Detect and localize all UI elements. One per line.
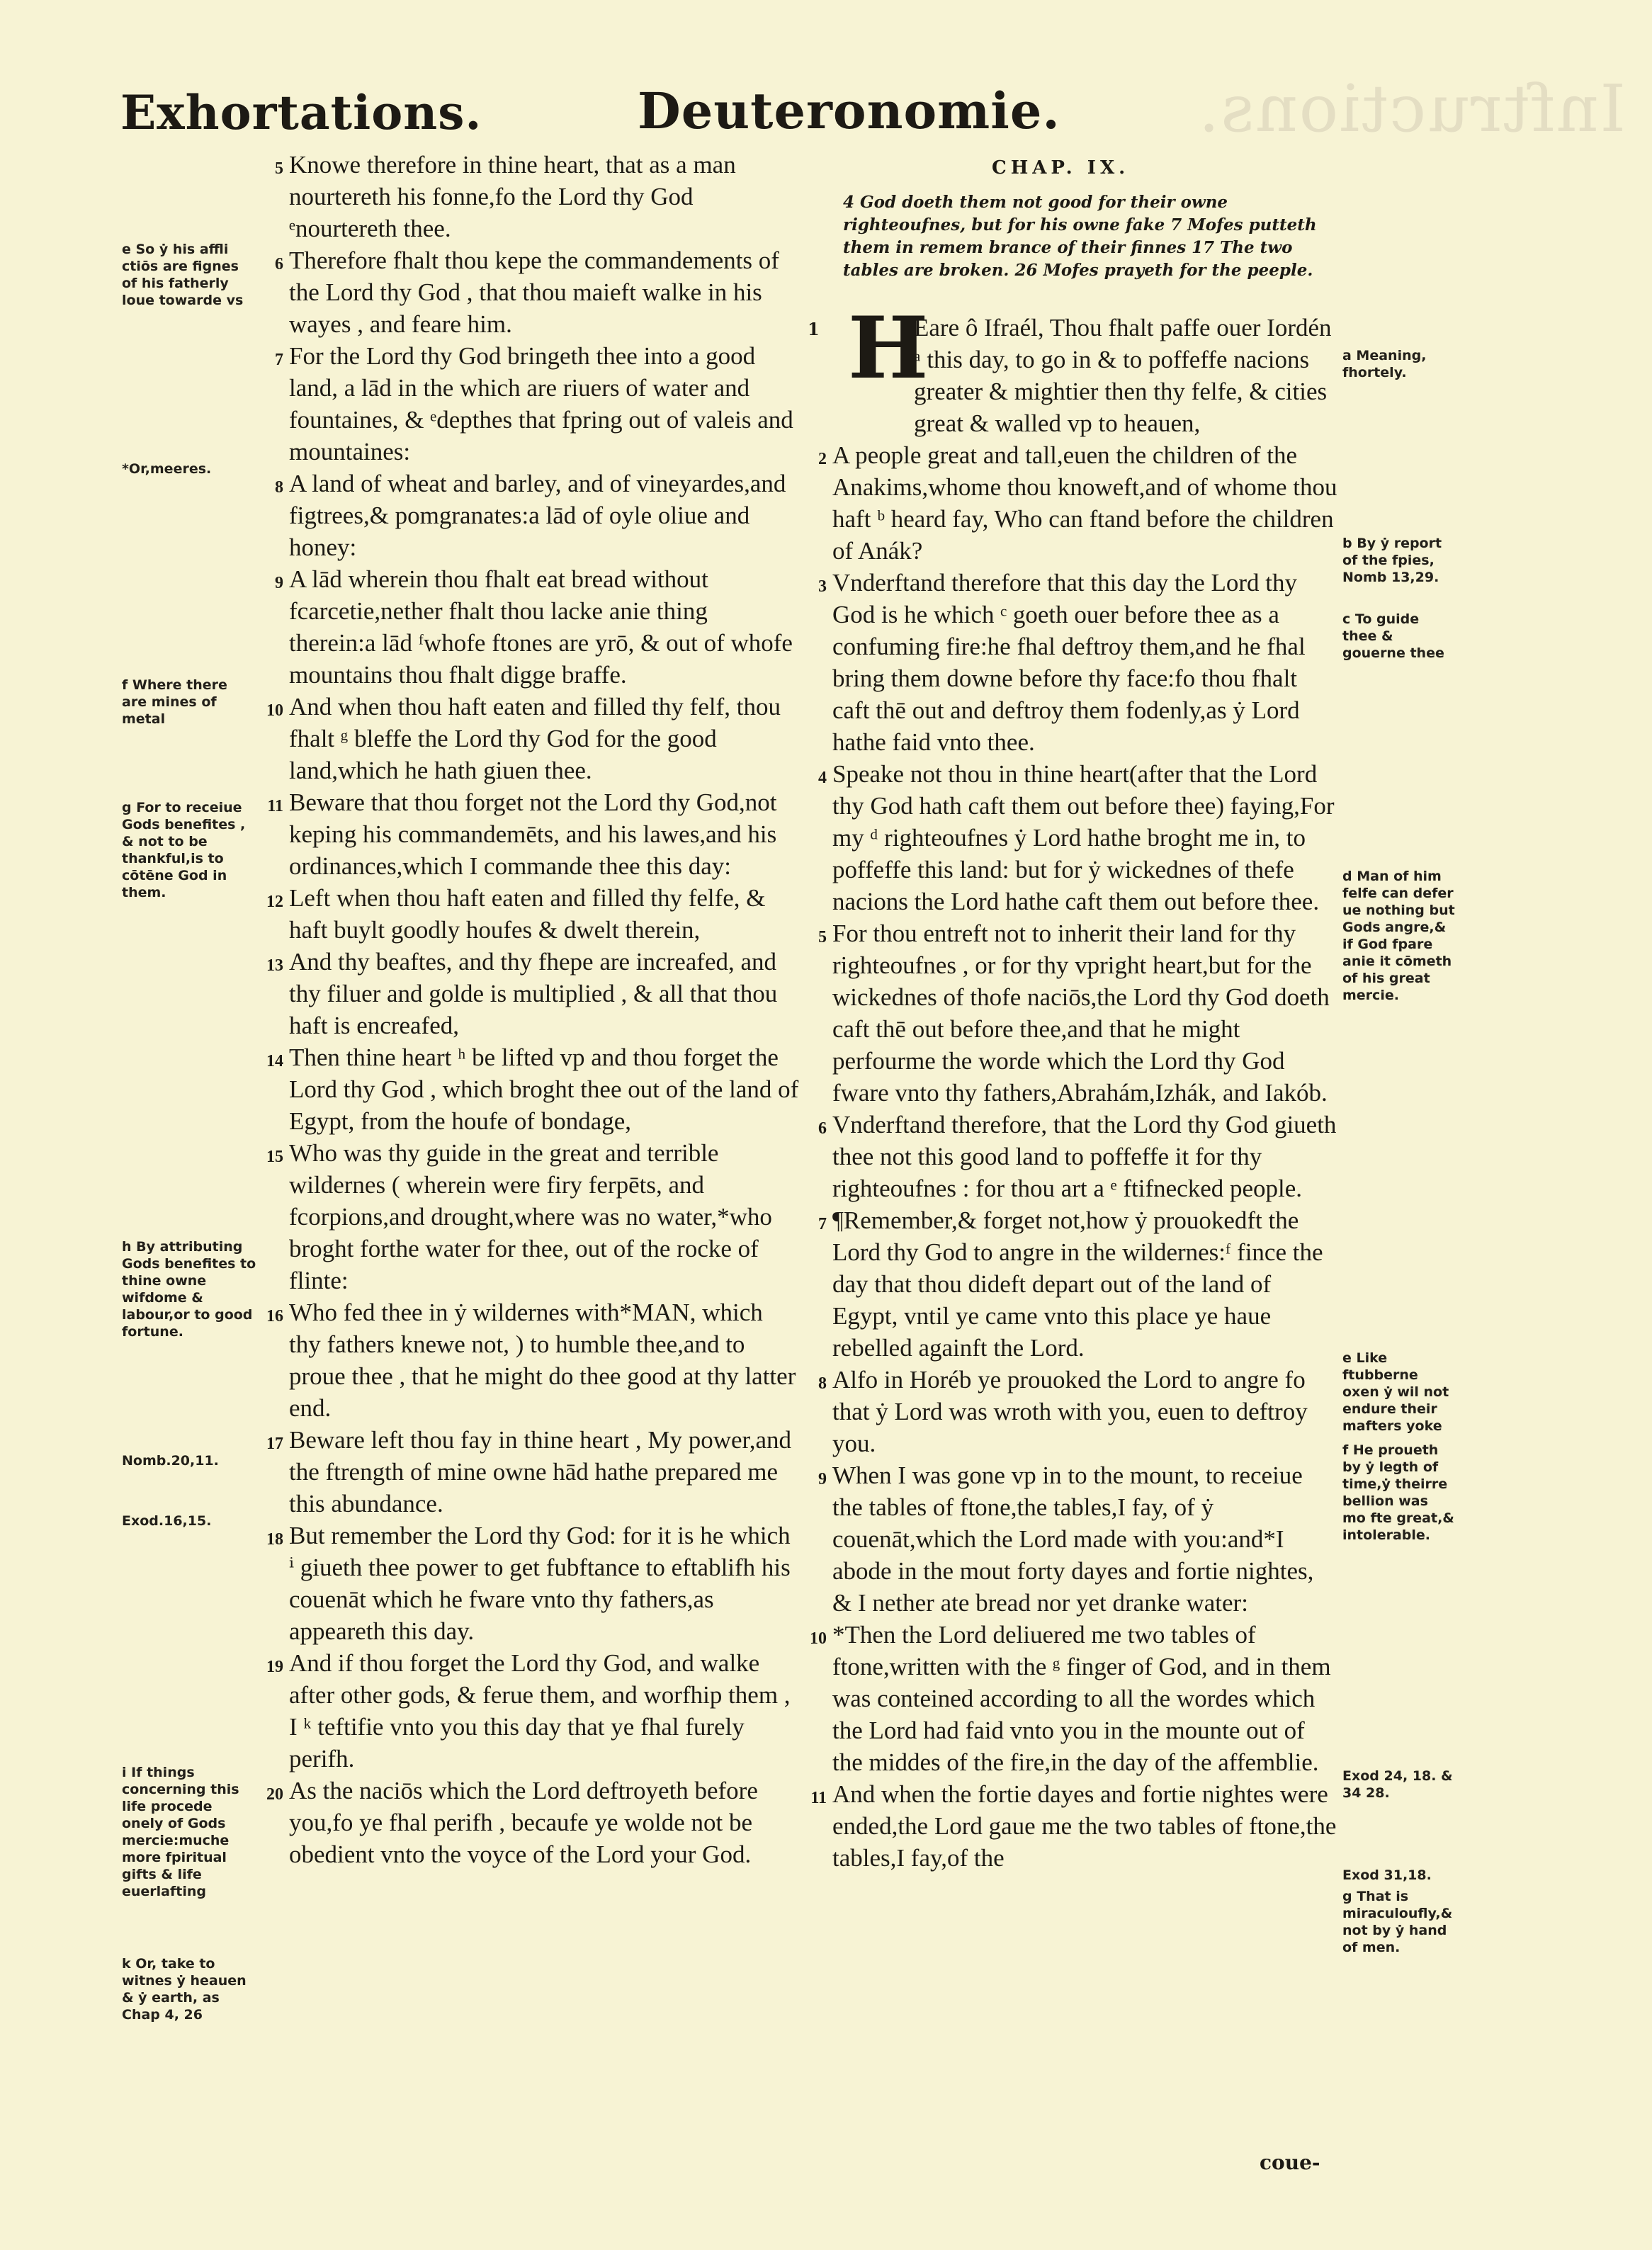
verse bbox=[810, 1778, 1339, 1874]
margin-note: e Like ftubberne oxen ẏ wil not endure their mafters yoke bbox=[1342, 1350, 1449, 1434]
verse-text: Who was thy guide in the great and terrible wildernes ( wherein were firy ferpēts, and fcorpions,and drought,where was no water,*who broght forthe water for thee, out of the rocke of flinte: bbox=[289, 1139, 772, 1294]
verse bbox=[275, 340, 799, 468]
verse-number: 2 bbox=[818, 450, 827, 468]
verse bbox=[818, 917, 1339, 1109]
verse-text: But remember the Lord thy God: for it is he which ⁱ giueth thee power to get fubftance to eftablifh his couenāt which he fware vnto thy fathers,as appeareth this day. bbox=[289, 1522, 791, 1645]
margin-note: h By attributing Gods benefites to thine owne wifdome & labour,or to good fortune. bbox=[122, 1239, 256, 1340]
verse-number: 4 bbox=[818, 769, 827, 787]
verse bbox=[275, 244, 799, 340]
verse bbox=[266, 946, 799, 1041]
verse-text: And when the fortie dayes and fortie nightes were ended,the Lord gaue me the two tables of ftone,the tables,I fay,of the bbox=[832, 1780, 1337, 1872]
verse-text: Vnderftand therefore that this day the Lord thy God is he which ᶜ goeth ouer before thee as a confuming fire:he fhal deftroy them,and he fhal bring them downe before thy face:fo thou fhalt caft thē out and deftroy them fodenly,as ẏ Lord hathe faid vnto thee. bbox=[832, 569, 1306, 756]
verse-text-body: Eare ô Ifraél, Thou fhalt paffe ouer Iordén ᵃ this day, to go in & to poffeffe nacions greater & mightier then thy felfe, & cities great & walled vp to heauen, bbox=[914, 314, 1332, 437]
verse-text: A land of wheat and barley, and of vineyardes,and figtrees,& pomgranates:a lād of oyle oliue and honey: bbox=[289, 470, 786, 561]
verse-number: 6 bbox=[818, 1119, 827, 1138]
verse bbox=[818, 1459, 1339, 1619]
margin-note: c To guide thee & gouerne thee bbox=[1342, 611, 1444, 661]
chapter-argument: 4 God doeth them not good for their owne righteoufnes, but for his owne fake 7 Mofes putteth them in remem brance of their finnes 17 The two tables are broken. 26 Mofes prayeth for the peeple. bbox=[843, 193, 1317, 280]
verse bbox=[275, 563, 799, 691]
margin-note: d Man of him felfe can defer ue nothing but Gods angre,& if God fpare anie it cōmeth of his great mercie. bbox=[1342, 869, 1455, 1003]
verse bbox=[266, 1424, 799, 1520]
catchword: coue- bbox=[1260, 2151, 1320, 2174]
verse-number: 5 bbox=[818, 928, 827, 946]
margin-note: *Or,meeres. bbox=[122, 461, 212, 477]
running-head-left: Exhortations. bbox=[120, 85, 482, 140]
verse-text: Alfo in Horéb ye prouoked the Lord to angre fo that ẏ Lord was wroth with you, euen to deftroy you. bbox=[832, 1366, 1308, 1457]
verse-number: 11 bbox=[810, 1789, 827, 1807]
verse bbox=[818, 1109, 1339, 1204]
chapter-heading: CHAP. IX. bbox=[992, 157, 1130, 179]
verse-number: 18 bbox=[266, 1530, 283, 1549]
verse bbox=[266, 1520, 799, 1647]
verse-number: 8 bbox=[275, 478, 283, 497]
verse-text: Beware that thou forget not the Lord thy God,not keping his commandemēts, and his lawes,and his ordinances,which I commande thee this day: bbox=[289, 788, 777, 880]
verse-text: When I was gone vp in to the mount, to receiue the tables of ftone,the tables,I fay, of ẏ couenāt,which the Lord made with you:and*I abode in the mout forty dayes and fortie nightes, & I nether ate bread nor yet dranke water: bbox=[832, 1462, 1314, 1617]
verse-number: 17 bbox=[266, 1435, 283, 1453]
verse-number: 20 bbox=[266, 1785, 283, 1804]
verse-number: 11 bbox=[267, 797, 283, 815]
drop-cap: H bbox=[848, 298, 929, 398]
verse-text: And when thou haft eaten and filled thy felf, thou fhalt ᵍ bleffe the Lord thy God for the good land,which he hath giuen thee. bbox=[289, 693, 781, 784]
margin-note: f He proueth by ẏ legth of time,ẏ theirre bellion was mo fte great,& intolerable. bbox=[1342, 1442, 1454, 1543]
verse bbox=[818, 1364, 1339, 1459]
verse-text: Who fed thee in ẏ wildernes with*MAN, which thy fathers knewe not, ) to humble thee,and to proue thee , that he might do thee good at thy latter end. bbox=[289, 1299, 796, 1422]
right-text-column bbox=[810, 439, 1339, 1874]
verse-number: 12 bbox=[266, 893, 283, 911]
left-text-column bbox=[266, 149, 799, 1870]
verse-number: 16 bbox=[266, 1307, 283, 1325]
verse bbox=[275, 468, 799, 563]
verse-text: ¶Remember,& forget not,how ẏ prouokedft the Lord thy God to angre in the wildernes:ᶠ fince the day that thou dideft depart out of the land of Egypt, vntil ye came vnto this place ye haue rebelled againft the Lord. bbox=[832, 1206, 1323, 1362]
verse-text: For the Lord thy God bringeth thee into a good land, a lād in the which are riuers of water and fountaines, & ᵉdepthes that fpring out of valeis and mountaines: bbox=[289, 342, 793, 465]
verse-text: Knowe therefore in thine heart, that as a man nourtereth his fonne,fo the Lord thy God ᵉnourtereth thee. bbox=[289, 151, 736, 242]
verse-text: And if thou forget the Lord thy God, and walke after other gods, & ferue them, and worfhip them , I ᵏ teftifie vnto you this day that ye fhal furely perifh. bbox=[289, 1649, 791, 1773]
verse-number: 15 bbox=[266, 1148, 283, 1166]
verse-number: 19 bbox=[266, 1658, 283, 1676]
verse-text bbox=[914, 312, 1339, 439]
verse bbox=[266, 691, 799, 786]
verse-number: 1 bbox=[808, 319, 820, 339]
verse-text: Then thine heart ʰ be lifted vp and thou forget the Lord thy God , which broght thee out of the land of Egypt, from the houfe of bondage, bbox=[289, 1044, 799, 1135]
verse-number: 8 bbox=[818, 1374, 827, 1393]
verse-text: *Then the Lord deliuered me two tables of ftone,written with the ᵍ finger of God, and in them was conteined according to all the wordes which the Lord had faid vnto you in the mounte out of the middes of the fire,in the day of the affemblie. bbox=[832, 1621, 1331, 1776]
margin-note: Exod 31,18. bbox=[1342, 1867, 1432, 1883]
verse-text: And thy beaftes, and thy fhepe are increafed, and thy filuer and golde is multiplied , & all that thou haft is encreafed, bbox=[289, 948, 778, 1039]
verse bbox=[266, 882, 799, 946]
verse-number: 5 bbox=[275, 159, 283, 178]
margin-note: Exod 24, 18. & 34 28. bbox=[1342, 1768, 1453, 1801]
verse-text: A lād wherein thou fhalt eat bread without fcarcetie,nether fhalt thou lacke anie thing therein:a lād ᶠwhofe ftones are yrō, & out of whofe mountains thou fhalt digge braffe. bbox=[289, 565, 793, 689]
running-head-book: Deuteronomie. bbox=[638, 81, 1060, 140]
verse bbox=[818, 439, 1339, 567]
verse-number: 7 bbox=[275, 351, 283, 369]
margin-note: k Or, take to witnes ẏ heauen & ẏ earth, as Chap 4, 26 bbox=[122, 1956, 247, 2023]
verse bbox=[266, 1775, 799, 1870]
verse-number: 10 bbox=[810, 1629, 827, 1648]
verse-number: 10 bbox=[266, 701, 283, 720]
verse-text: For thou entreft not to inherit their land for thy righteoufnes , or for thy vpright heart,but for the wickednes of thofe naciōs,the Lord thy God doeth caft thē out before thee,and that he might perfourme the worde which the Lord thy God fware vnto thy fathers,Abrahám,Izhák, and Iakób. bbox=[832, 920, 1330, 1107]
verse-number: 13 bbox=[266, 956, 283, 975]
verse-text: Speake not thou in thine heart(after that the Lord thy God hath caft them out before thee) faying,For my ᵈ righteoufnes ẏ Lord hathe broght me in, to poffeffe this land: but for ẏ wickednes of thefe nacions the Lord hathe caft them out before thee. bbox=[832, 760, 1335, 915]
verse bbox=[818, 1204, 1339, 1364]
bleed-through-heading: Inftructions. bbox=[1197, 71, 1626, 147]
verse bbox=[266, 1137, 799, 1296]
verse-text: A people great and tall,euen the children of the Anakims,whome thou knoweft,and of whome thou haft ᵇ heard fay, Who can ftand before the children of Anák? bbox=[832, 441, 1337, 565]
verse bbox=[810, 1619, 1339, 1778]
verse bbox=[266, 1296, 799, 1424]
margin-note: f Where there are mines of metal bbox=[122, 677, 227, 727]
verse bbox=[266, 1647, 799, 1775]
verse-number: 3 bbox=[818, 577, 827, 596]
verse-number: 6 bbox=[275, 255, 283, 273]
verse-text: Vnderftand therefore, that the Lord thy God giueth thee not this good land to poffeffe it for thy righteoufnes : for thou art a ᵉ ftifnecked people. bbox=[832, 1111, 1337, 1202]
verse bbox=[818, 758, 1339, 917]
verse-text: Beware left thou fay in thine heart , My power,and the ftrength of mine owne hād hathe prepared me this abundance. bbox=[289, 1426, 792, 1517]
verse-number: 14 bbox=[266, 1052, 283, 1070]
margin-note: Exod.16,15. bbox=[122, 1513, 212, 1529]
verse-number: 9 bbox=[275, 574, 283, 592]
margin-note: e So ẏ his affli ctiōs are fignes of his fatherly loue towarde vs bbox=[122, 242, 244, 308]
margin-note: i If things concerning this life procede onely of Gods mercie:muche more fpiritual gifts & life euerlafting bbox=[122, 1765, 239, 1899]
verse-number: 7 bbox=[818, 1215, 827, 1233]
margin-note: a Meaning, fhortely. bbox=[1342, 348, 1427, 380]
verse-text: Therefore fhalt thou kepe the commandements of the Lord thy God , that thou maieft walke in his wayes , and feare him. bbox=[289, 247, 779, 338]
verse-text: As the naciōs which the Lord deftroyeth before you,fo ye fhal perifh , becaufe ye wolde not be obedient vnto the voyce of the Lord your God. bbox=[289, 1777, 758, 1868]
verse-number: 9 bbox=[818, 1470, 827, 1488]
margin-note: g That is miraculoufly,& not by ẏ hand of men. bbox=[1342, 1889, 1453, 1955]
verse bbox=[275, 149, 799, 244]
margin-note: Nomb.20,11. bbox=[122, 1453, 219, 1469]
margin-note: g For to receiue Gods benefites , & not to be thankful,is to cōtēne God in them. bbox=[122, 800, 246, 900]
verse bbox=[818, 567, 1339, 758]
verse-text: Left when thou haft eaten and filled thy felfe, & haft buylt goodly houfes & dwelt therein, bbox=[289, 884, 766, 944]
verse bbox=[266, 1041, 799, 1137]
margin-note: b By ẏ report of the fpies, Nomb 13,29. bbox=[1342, 536, 1442, 585]
verse bbox=[267, 786, 799, 882]
